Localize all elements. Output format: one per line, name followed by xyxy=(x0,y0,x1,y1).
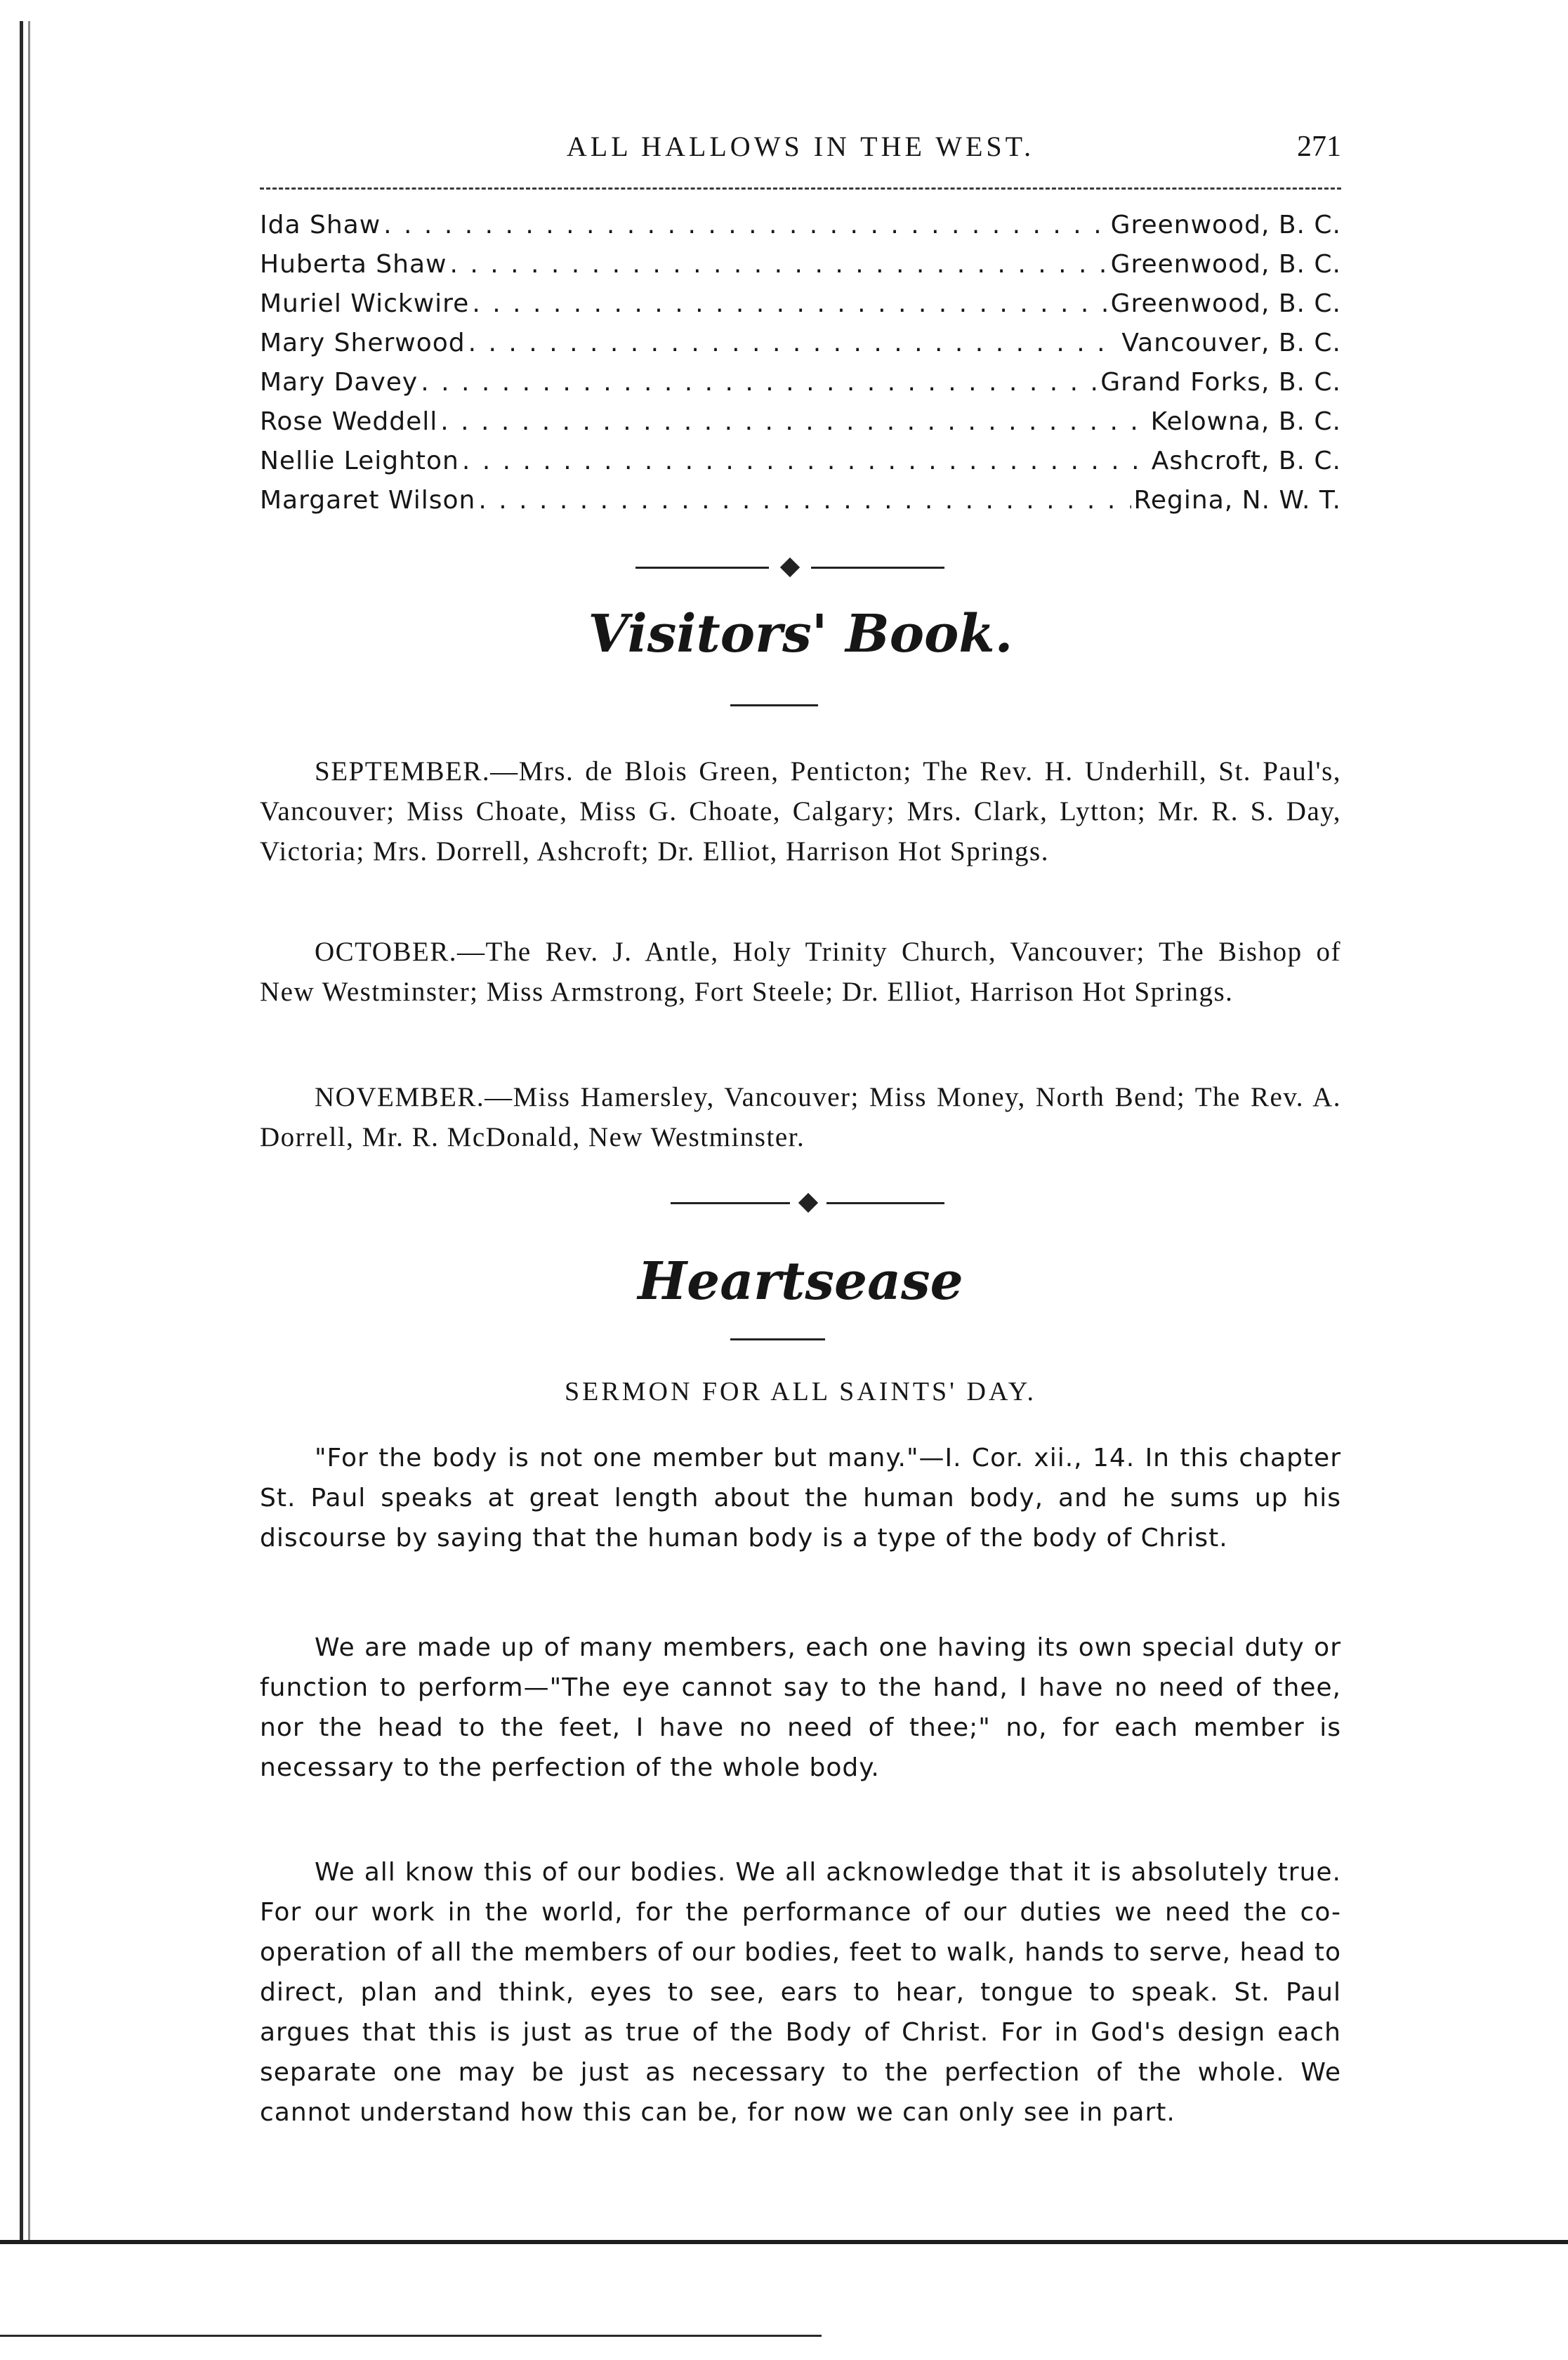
section-rule xyxy=(730,1338,825,1340)
page-number: 271 xyxy=(1297,131,1341,163)
list-item xyxy=(260,368,1341,407)
leader-dots xyxy=(449,250,1107,279)
entry-name: Huberta Shaw xyxy=(260,250,447,279)
scan-bottom-edge xyxy=(0,2335,822,2337)
list-item xyxy=(260,447,1341,486)
entry-place: Grand Forks, B. C. xyxy=(1100,368,1341,397)
entry-name: Margaret Wilson xyxy=(260,486,476,515)
november-visitors: NOVEMBER.—Miss Hamersley, Vancouver; Miss Money, North Bend; The Rev. A. Dorrell, Mr. R. McDonald, New Westminster. xyxy=(260,1082,1341,1152)
entry-place: Greenwood, B. C. xyxy=(1110,289,1341,318)
header-rule xyxy=(260,187,1341,190)
leader-dots xyxy=(462,447,1149,475)
entry-name: Rose Weddell xyxy=(260,407,438,436)
entry-place: Regina, N. W. T. xyxy=(1133,486,1341,515)
heartsease-heading: Heartsease xyxy=(638,1251,963,1312)
entry-place: Kelowna, B. C. xyxy=(1150,407,1341,436)
october-visitors: OCTOBER.—The Rev. J. Antle, Holy Trinity Church, Vancouver; The Bishop of New Westminster; Miss Armstrong, Fort Steele; Dr. Elliot, Harrison Hot Springs. xyxy=(260,937,1341,1007)
list-item xyxy=(260,289,1341,329)
leader-dots xyxy=(421,368,1098,397)
entry-name: Mary Sherwood xyxy=(260,329,466,357)
visitors-book-heading: Visitors' Book. xyxy=(588,604,1013,664)
section-rule xyxy=(730,704,818,706)
sermon-paragraph-3: We all know this of our bodies. We all acknowledge that it is absolutely true. For our work in the world, for the performance of our duties we need the co-operation of all the members of our bodies, feet to walk, hands to serve, head to direct, plan and think, eyes to see, ears to hear, tongue to speak. St. Paul argues that this is just as true of the Body of Christ. For in God's design each separate one may be just as necessary to the perfection of the whole. We cannot understand how this can be, for now we can only see in part. xyxy=(260,1858,1341,2127)
ornament-divider xyxy=(671,1196,944,1210)
leader-dots xyxy=(478,486,1131,515)
running-head xyxy=(260,130,1341,172)
entry-place: Greenwood, B. C. xyxy=(1110,211,1341,239)
name-list xyxy=(260,211,1341,525)
list-item xyxy=(260,250,1341,289)
sermon-heading: SERMON FOR ALL SAINTS' DAY. xyxy=(565,1377,1036,1406)
entry-place: Vancouver, B. C. xyxy=(1121,329,1341,357)
scan-bottom-edge xyxy=(0,2240,1568,2244)
entry-place: Greenwood, B. C. xyxy=(1110,250,1341,279)
leader-dots xyxy=(440,407,1147,436)
diamond-icon xyxy=(780,558,800,577)
sermon-paragraph-2: We are made up of many members, each one having its own special duty or function to perform—"The eye cannot say to the hand, I have no need of thee, nor the head to the feet, I have no need of thee;" no, for each member is necessary to the perfection of the whole body. xyxy=(260,1633,1341,1782)
list-item xyxy=(260,486,1341,525)
entry-name: Ida Shaw xyxy=(260,211,381,239)
entry-place: Ashcroft, B. C. xyxy=(1151,447,1341,475)
entry-name: Mary Davey xyxy=(260,368,419,397)
diamond-icon xyxy=(798,1193,818,1213)
leader-dots xyxy=(383,211,1107,239)
sermon-paragraph-1: "For the body is not one member but many."—I. Cor. xii., 14. In this chapter St. Paul speaks at great length about the human body, and he sums up his discourse by saying that the human body is a type of the body of Christ. xyxy=(260,1444,1341,1553)
september-visitors: SEPTEMBER.—Mrs. de Blois Green, Penticton; The Rev. H. Underhill, St. Paul's, Vancouver; Miss Choate, Miss G. Choate, Calgary; Mrs. Clark, Lytton; Mr. R. S. Day, Victoria; Mrs. Dorrell, Ashcroft; Dr. Elliot, Harrison Hot Springs. xyxy=(260,756,1341,866)
list-item xyxy=(260,329,1341,368)
entry-name: Muriel Wickwire xyxy=(260,289,470,318)
leader-dots xyxy=(468,329,1119,357)
entry-name: Nellie Leighton xyxy=(260,447,459,475)
leader-dots xyxy=(472,289,1107,318)
running-head-title: ALL HALLOWS IN THE WEST. xyxy=(566,131,1035,162)
scan-binding-edge xyxy=(20,21,39,2240)
list-item xyxy=(260,211,1341,250)
ornament-divider xyxy=(635,560,944,574)
list-item xyxy=(260,407,1341,447)
